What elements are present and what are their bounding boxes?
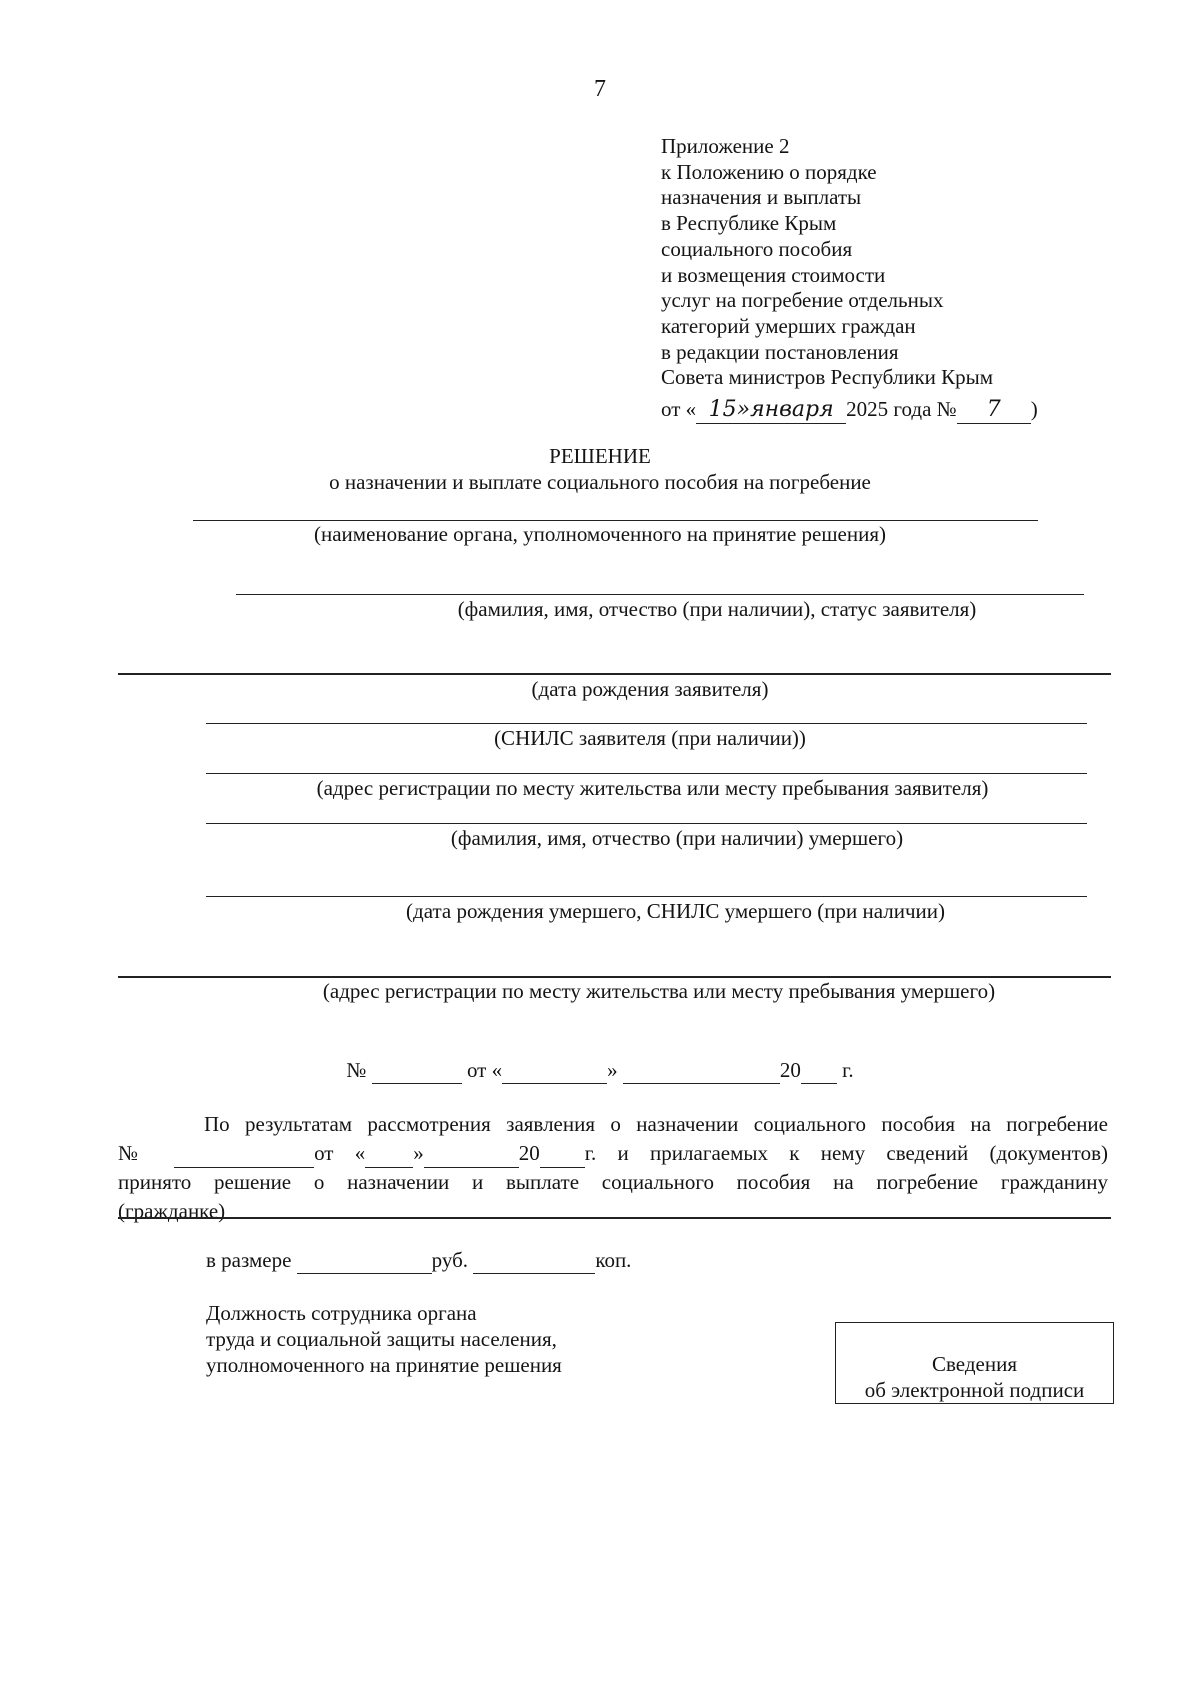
application-year-field[interactable] bbox=[540, 1139, 585, 1169]
rub-label: руб. bbox=[431, 1248, 469, 1272]
applicant-birth-caption: (дата рождения заявителя) bbox=[531, 677, 769, 701]
application-number-field[interactable] bbox=[174, 1139, 314, 1169]
year-suffix: г. bbox=[842, 1058, 854, 1082]
closing-paren: ) bbox=[1030, 397, 1038, 421]
decision-number-line bbox=[0, 1058, 1200, 1084]
paragraph-line-2 bbox=[118, 1139, 1108, 1169]
year-text: 2025 года № bbox=[846, 397, 957, 421]
kopecks-field[interactable] bbox=[473, 1248, 595, 1274]
document-subtitle: о назначении и выплате социального пособия на погребение bbox=[329, 470, 871, 494]
applicant-name-caption: (фамилия, имя, отчество (при наличии), статус заявителя) bbox=[457, 597, 977, 621]
position-line: уполномоченного на принятие решения bbox=[206, 1353, 562, 1377]
deceased-name-caption: (фамилия, имя, отчество (при наличии) умершего) bbox=[450, 826, 904, 850]
appendix-header bbox=[661, 134, 993, 391]
organ-caption: (наименование органа, уполномоченного на принятие решения) bbox=[314, 522, 886, 546]
application-day-field[interactable] bbox=[365, 1139, 413, 1169]
appendix-line: услуг на погребение отдельных bbox=[661, 288, 944, 313]
date-prefix: от « bbox=[661, 397, 697, 421]
paragraph-line-4: (гражданке) bbox=[118, 1198, 226, 1223]
appendix-line: социального пособия bbox=[661, 236, 853, 261]
position-line: труда и социальной защиты населения, bbox=[206, 1327, 557, 1351]
close-quote: » bbox=[607, 1058, 618, 1082]
number-sign: № bbox=[118, 1140, 155, 1165]
document-title: РЕШЕНИЕ bbox=[549, 444, 651, 468]
paragraph-line-3: принято решение о назначении и выплате социального пособия на погребение гражданину bbox=[118, 1170, 1108, 1194]
amount-line bbox=[206, 1248, 631, 1274]
applicant-snils-caption: (СНИЛС заявителя (при наличии)) bbox=[494, 726, 806, 750]
page-number: 7 bbox=[594, 76, 606, 102]
paragraph-line-2-rest: г. и прилагаемых к нему сведений (документов) bbox=[584, 1140, 1108, 1165]
electronic-signature-box bbox=[835, 1322, 1114, 1404]
recipient-field-line[interactable] bbox=[118, 1217, 1111, 1219]
decision-day-field[interactable] bbox=[502, 1058, 607, 1084]
application-month-field[interactable] bbox=[424, 1139, 519, 1169]
deceased-birth-field-line[interactable] bbox=[206, 896, 1087, 897]
rubles-field[interactable] bbox=[297, 1248, 432, 1274]
applicant-address-field-line[interactable] bbox=[206, 773, 1087, 774]
decision-year-field[interactable] bbox=[801, 1058, 837, 1084]
appendix-line: к Положению о порядке bbox=[661, 159, 877, 184]
decision-number-field[interactable] bbox=[372, 1058, 462, 1084]
deceased-name-field-line[interactable] bbox=[206, 823, 1087, 824]
appendix-line: Приложение 2 bbox=[661, 134, 790, 158]
year-prefix: 20 bbox=[518, 1140, 540, 1165]
appendix-line: Совета министров Республики Крым bbox=[661, 365, 994, 390]
deceased-birth-caption: (дата рождения умершего, СНИЛС умершего (при наличии) bbox=[406, 899, 945, 923]
decision-paragraph bbox=[118, 1110, 1108, 1225]
official-position bbox=[206, 1300, 562, 1378]
close-quote: » bbox=[413, 1140, 424, 1165]
handwritten-number: 7 bbox=[957, 397, 1031, 424]
kop-label: коп. bbox=[595, 1248, 632, 1272]
signature-box-line-2: об электронной подписи bbox=[864, 1378, 1085, 1402]
from-text: от « bbox=[314, 1140, 366, 1165]
deceased-address-field-line[interactable] bbox=[118, 976, 1111, 978]
amount-prefix: в размере bbox=[206, 1248, 292, 1272]
appendix-line: в редакции постановления bbox=[661, 339, 899, 364]
appendix-line: в Республике Крым bbox=[661, 211, 837, 236]
appendix-date-line bbox=[661, 396, 1038, 424]
appendix-line: назначения и выплаты bbox=[661, 185, 862, 210]
from-text: от « bbox=[466, 1058, 503, 1082]
appendix-line: и возмещения стоимости bbox=[661, 262, 886, 287]
year-prefix: 20 bbox=[779, 1058, 801, 1082]
appendix-line: категорий умерших граждан bbox=[661, 313, 916, 338]
number-sign: № bbox=[346, 1058, 367, 1082]
signature-box-line-1: Сведения bbox=[932, 1352, 1017, 1376]
position-line: Должность сотрудника органа bbox=[206, 1301, 477, 1325]
applicant-name-field-line[interactable] bbox=[236, 594, 1084, 595]
applicant-snils-field-line[interactable] bbox=[206, 723, 1087, 724]
paragraph-line-1: По результатам рассмотрения заявления о назначении социального пособия на погребение bbox=[204, 1112, 1108, 1136]
handwritten-date: 15»января bbox=[696, 397, 846, 424]
organ-field-line[interactable] bbox=[193, 520, 1038, 521]
applicant-birth-field-line[interactable] bbox=[118, 673, 1111, 675]
applicant-address-caption: (адрес регистрации по месту жительства или месту пребывания заявителя) bbox=[316, 776, 989, 800]
decision-month-field[interactable] bbox=[623, 1058, 780, 1084]
deceased-address-caption: (адрес регистрации по месту жительства или месту пребывания умершего) bbox=[322, 979, 996, 1003]
